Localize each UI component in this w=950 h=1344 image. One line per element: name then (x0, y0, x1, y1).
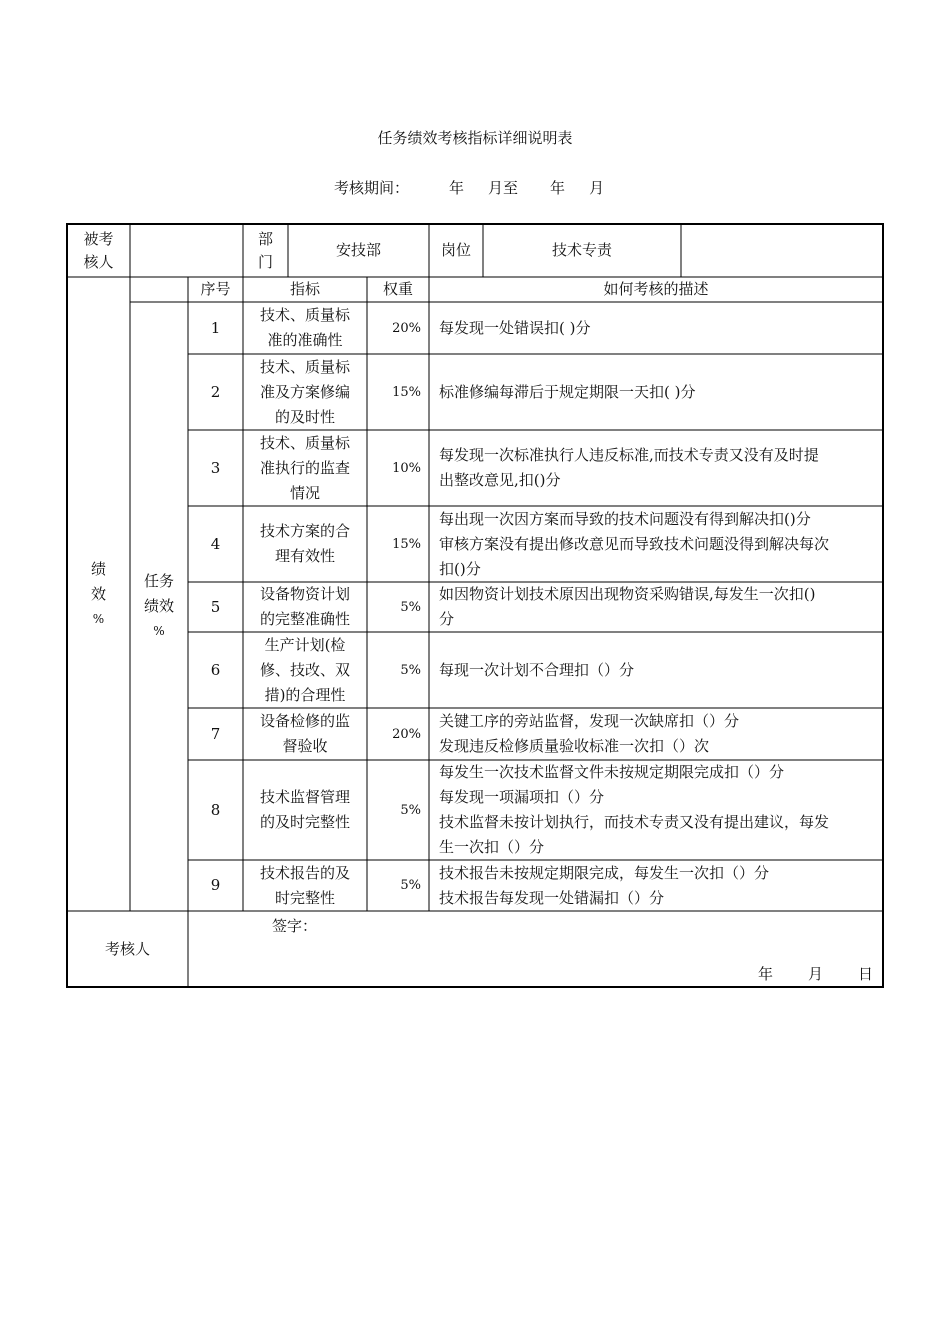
row-indicator (243, 632, 367, 708)
indicator-line: 准的准确性 (267, 331, 343, 349)
col-weight-header: 权重 (382, 280, 413, 298)
extra-value (681, 224, 883, 277)
group-outer-line2: 效 (90, 584, 106, 603)
date-day: 日 (858, 965, 874, 983)
row-indicator (243, 860, 367, 911)
row-weight: 5% (400, 599, 421, 615)
period-month-2: 月 (589, 179, 605, 197)
assessee-label-cell (67, 224, 130, 277)
col-seq-header: 序号 (200, 280, 231, 298)
description-line: 标准修编每滞后于规定期限一天扣( )分 (439, 382, 696, 401)
description-line: 技术监督未按计划执行，而技术专责又没有提出建议，每发 (439, 813, 830, 831)
dept-label-cell (243, 224, 288, 277)
post-label: 岗位 (440, 241, 471, 259)
description-line: 每出现一次因方案而导致的技术问题没有得到解决扣()分 (439, 509, 811, 528)
period-year-2: 年 (550, 179, 566, 197)
description-line: 出整改意见,扣()分 (439, 471, 561, 489)
dept-value: 安技部 (335, 241, 381, 259)
indicator-line: 生产计划(检 (264, 635, 346, 654)
date-year: 年 (758, 965, 774, 983)
description-line: 生一次扣（）分 (439, 838, 545, 856)
description-line: 审核方案没有提出修改意见而导致技术问题没得到解决每次 (439, 534, 830, 553)
description-line: 技术报告未按规定期限完成，每发生一次扣（）分 (439, 863, 770, 882)
description-line: 扣()分 (439, 559, 481, 578)
description-line: 发现违反检修质量验收标准一次扣（）次 (439, 737, 710, 755)
row-indicator (243, 354, 367, 430)
row-indicator (243, 302, 367, 354)
page-title: 任务绩效考核指标详细说明表 (377, 129, 573, 147)
task-performance-label (130, 302, 188, 911)
row-seq: 6 (210, 660, 221, 679)
group-inner-pct: % (153, 624, 165, 638)
row-description (429, 860, 883, 911)
col-indicator-header: 指标 (289, 280, 320, 298)
assessee-value (130, 224, 243, 277)
row-seq: 1 (210, 318, 221, 337)
sign-label: 签字： (272, 917, 318, 935)
indicator-line: 技术、质量标 (259, 433, 350, 452)
indicator-line: 理有效性 (274, 547, 335, 565)
row-weight: 5% (400, 662, 421, 678)
row-weight: 5% (400, 802, 421, 818)
period-year-1: 年 (449, 179, 465, 197)
row-seq: 5 (210, 597, 221, 616)
row-seq: 3 (210, 458, 221, 477)
indicator-line: 技术报告的及 (259, 863, 350, 882)
row-description (429, 354, 883, 430)
row-description (429, 302, 883, 354)
row-seq: 8 (210, 800, 221, 819)
indicator-line: 的完整准确性 (259, 610, 350, 628)
description-line: 分 (439, 610, 455, 628)
date-month: 月 (808, 965, 824, 983)
indicator-line: 时完整性 (274, 888, 335, 907)
indicator-line: 督验收 (282, 737, 328, 755)
dept-label: 部门 (257, 229, 273, 271)
row-seq: 7 (210, 724, 221, 743)
row-indicator (243, 760, 367, 860)
indicator-line: 准及方案修编 (259, 382, 350, 401)
row-indicator (243, 582, 367, 632)
indicator-line: 的及时性 (274, 407, 335, 426)
period-label: 考核期间： (334, 179, 410, 197)
row-weight: 5% (400, 878, 421, 893)
indicator-line: 设备物资计划 (259, 585, 350, 603)
description-line: 每发生一次技术监督文件未按规定期限完成扣（）分 (439, 763, 785, 781)
row-indicator (243, 708, 367, 760)
row-weight: 20% (392, 726, 421, 742)
row-description (429, 430, 883, 506)
indicator-line: 准执行的监查 (259, 458, 350, 477)
description-line: 如因物资计划技术原因出现物资采购错误,每发生一次扣() (439, 585, 816, 603)
indicator-line: 技术、质量标 (259, 306, 350, 324)
period-month-to: 月至 (488, 179, 519, 197)
group-outer-pct: % (92, 611, 105, 626)
description-line: 技术报告每发现一处错漏扣（）分 (439, 888, 665, 907)
indicator-line: 修、技改、双 (259, 660, 350, 679)
post-value: 技术专责 (551, 241, 612, 259)
row-indicator (243, 430, 367, 506)
row-description (429, 632, 883, 708)
row-indicator (243, 506, 367, 582)
description-line: 每发现一项漏项扣（）分 (439, 788, 605, 806)
row-description (429, 760, 883, 860)
description-line: 每发现一次标准执行人违反标准,而技术专责又没有及时提 (439, 446, 819, 464)
row-weight: 15% (392, 384, 421, 400)
indicator-line: 情况 (289, 483, 320, 502)
group-inner-line2: 绩效 (143, 597, 174, 615)
description-line: 每发现一处错误扣( )分 (439, 318, 591, 337)
group-outer-line1: 绩 (90, 559, 106, 578)
indicator-line: 技术方案的合 (259, 522, 350, 540)
assessor-label: 考核人 (104, 939, 150, 958)
row-weight: 15% (392, 536, 421, 552)
row-description (429, 708, 883, 760)
indicator-line: 技术、质量标 (259, 357, 350, 376)
performance-group-label (67, 277, 130, 911)
indicator-line: 技术监督管理 (259, 788, 350, 806)
row-seq: 4 (210, 534, 221, 553)
indicator-line: 措)的合理性 (264, 685, 346, 704)
col-description-header: 如何考核的描述 (603, 280, 709, 298)
row-seq: 9 (210, 876, 221, 894)
row-description (429, 582, 883, 632)
indicator-line: 的及时完整性 (259, 813, 350, 831)
row-weight: 10% (392, 460, 421, 476)
indicator-line: 设备检修的监 (259, 712, 350, 730)
description-line: 每现一次计划不合理扣（）分 (439, 660, 635, 679)
row-description (429, 506, 883, 582)
description-line: 关键工序的旁站监督，发现一次缺席扣（）分 (439, 712, 740, 730)
assessee-label: 被考核人 (83, 229, 114, 271)
row-weight: 20% (392, 320, 421, 336)
row-seq: 2 (210, 382, 221, 401)
group-inner-line1: 任务 (143, 572, 174, 590)
